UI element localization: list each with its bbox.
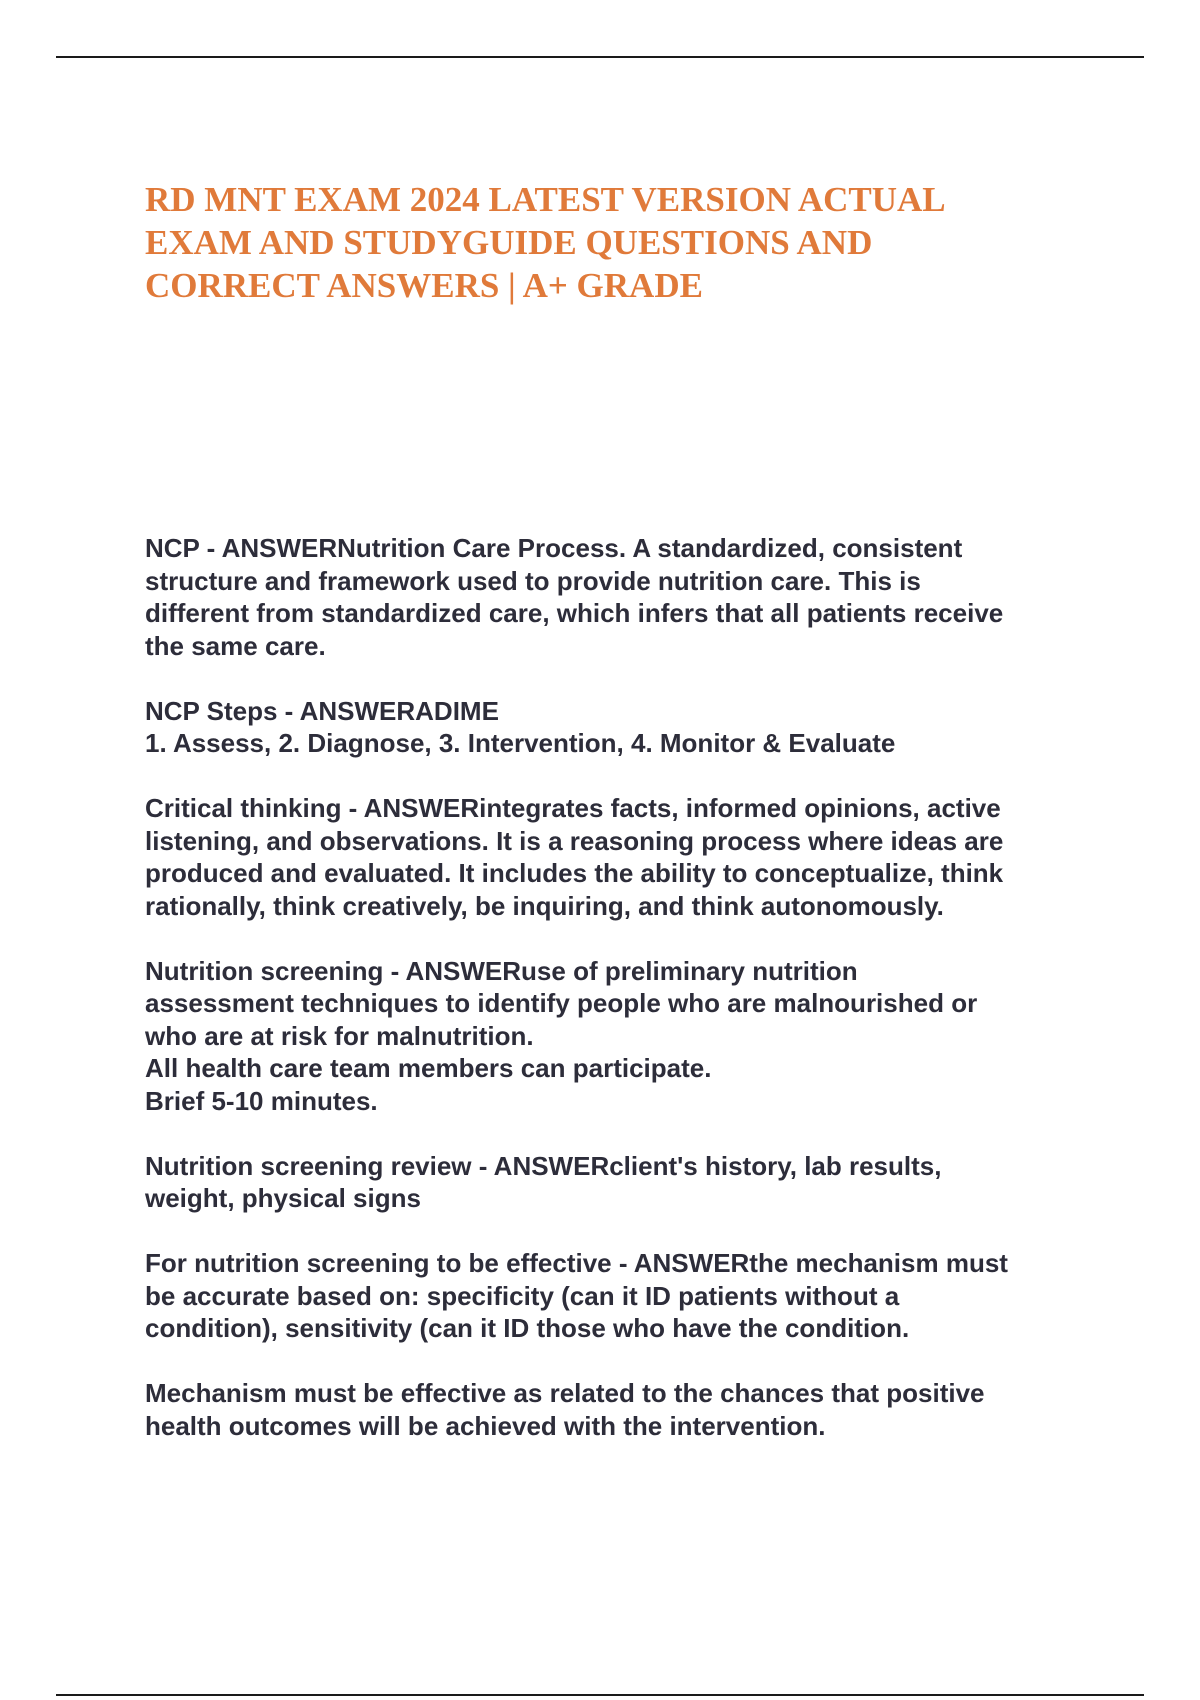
entry-line: Nutrition screening review - ANSWERclient's history, lab results, bbox=[145, 1150, 942, 1181]
entry-line: rationally, think creatively, be inquiring, and think autonomously. bbox=[145, 890, 944, 921]
qa-entry-nutrition-screening bbox=[145, 955, 1095, 1118]
entry-line: weight, physical signs bbox=[145, 1183, 421, 1213]
entry-line: Brief 5-10 minutes. bbox=[145, 1085, 378, 1116]
entry-line: different from standardized care, which infers that all patients receive bbox=[145, 598, 1004, 628]
top-rule bbox=[56, 56, 1144, 58]
qa-entry-screening-effective bbox=[145, 1247, 1095, 1345]
entry-line: All health care team members can participate. bbox=[145, 1053, 712, 1083]
entry-line: structure and framework used to provide nutrition care. This is bbox=[145, 565, 921, 596]
document-title bbox=[145, 178, 1085, 307]
qa-entry-mechanism bbox=[145, 1377, 1095, 1442]
qa-entry-ncp bbox=[145, 532, 1095, 662]
entry-line: produced and evaluated. It includes the ability to conceptualize, think bbox=[145, 858, 1004, 888]
entry-line: For nutrition screening to be effective - ANSWERthe mechanism must bbox=[145, 1248, 1008, 1278]
entry-line: NCP - ANSWERNutrition Care Process. A standardized, consistent bbox=[145, 533, 963, 563]
entry-line: Critical thinking - ANSWERintegrates facts, informed opinions, active bbox=[145, 793, 1001, 823]
qa-entry-critical-thinking bbox=[145, 792, 1095, 922]
entry-line: Nutrition screening - ANSWERuse of preliminary nutrition bbox=[145, 955, 858, 986]
entry-line: the same care. bbox=[145, 630, 326, 661]
entry-line: assessment techniques to identify people who are malnourished or bbox=[145, 988, 978, 1018]
entry-line: 1. Assess, 2. Diagnose, 3. Intervention, 4. Monitor & Evaluate bbox=[145, 728, 896, 758]
entry-line: listening, and observations. It is a reasoning process where ideas are bbox=[145, 825, 1004, 856]
entry-line: NCP Steps - ANSWERADIME bbox=[145, 695, 499, 726]
title-line: EXAM AND STUDYGUIDE QUESTIONS AND bbox=[145, 223, 873, 262]
qa-entry-ncp-steps bbox=[145, 695, 1095, 760]
qa-entry-screening-review bbox=[145, 1150, 1095, 1215]
entry-line: Mechanism must be effective as related to the chances that positive bbox=[145, 1378, 985, 1408]
entry-line: who are at risk for malnutrition. bbox=[145, 1020, 534, 1051]
title-line: RD MNT EXAM 2024 LATEST VERSION ACTUAL bbox=[145, 180, 946, 219]
qa-content bbox=[145, 532, 1095, 1475]
entry-line: health outcomes will be achieved with the intervention. bbox=[145, 1410, 826, 1441]
entry-line: be accurate based on: specificity (can it ID patients without a bbox=[145, 1280, 900, 1311]
title-line: CORRECT ANSWERS | A+ GRADE bbox=[145, 266, 703, 305]
bottom-rule bbox=[56, 1694, 1144, 1696]
entry-line: condition), sensitivity (can it ID those who have the condition. bbox=[145, 1313, 910, 1343]
